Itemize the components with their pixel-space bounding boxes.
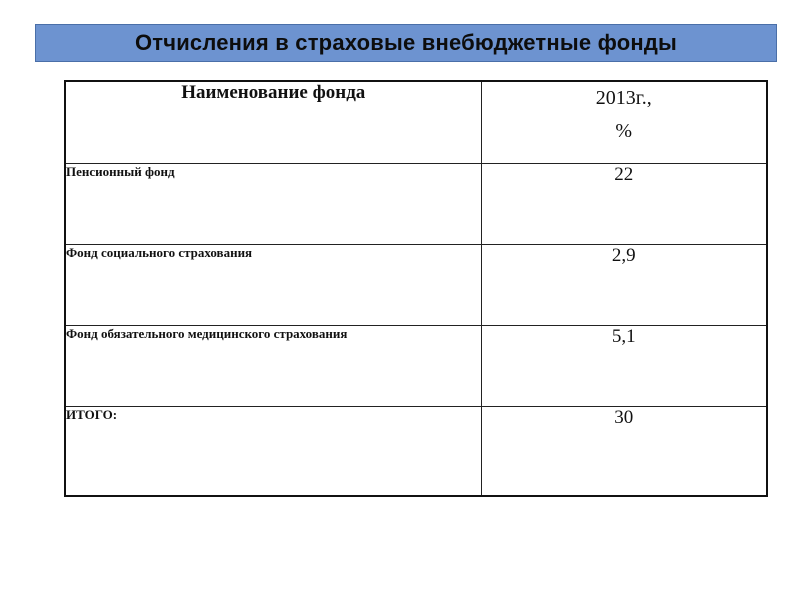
fund-value-cell: 22	[481, 163, 767, 244]
column-header-value-line2: %	[615, 120, 633, 142]
table-row	[65, 325, 767, 406]
fund-value-cell: 2,9	[481, 244, 767, 325]
page-title: Отчисления в страховые внебюджетные фонды	[134, 30, 678, 55]
total-value-cell: 30	[481, 406, 767, 496]
table-total-row	[65, 406, 767, 496]
funds-table	[64, 80, 768, 497]
table-container	[64, 80, 766, 496]
fund-name-cell: Пенсионный фонд	[65, 163, 481, 244]
title-banner	[35, 24, 777, 62]
column-header-value-line1: 2013г.,	[595, 87, 652, 109]
fund-value-cell: 5,1	[481, 325, 767, 406]
total-label-cell: ИТОГО:	[65, 406, 481, 496]
table-header-row	[65, 81, 767, 163]
table-row	[65, 163, 767, 244]
fund-name-cell: Фонд обязательного медицинского страхования	[65, 325, 481, 406]
table-row	[65, 244, 767, 325]
fund-name-cell: Фонд социального страхования	[65, 244, 481, 325]
column-header-name: Наименование фонда	[65, 81, 481, 163]
column-header-value	[481, 81, 767, 163]
